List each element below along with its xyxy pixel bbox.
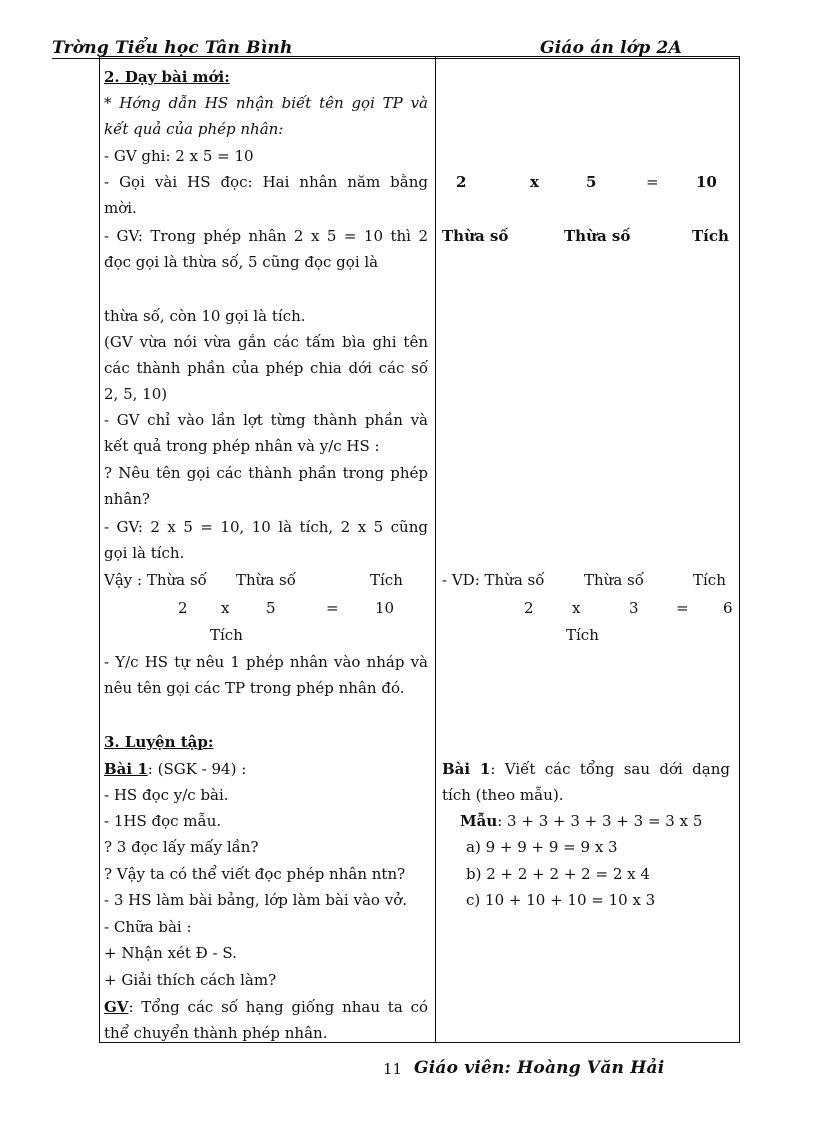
text-line: + Nhận xét Đ - S. — [104, 944, 237, 962]
school-header: Trờng Tiểu học Tân Bình — [52, 38, 293, 58]
board-component-names — [442, 223, 730, 249]
product-name: Tích — [370, 571, 403, 589]
text-line: nêu tên gọi các TP trong phép nhân đó. — [104, 679, 405, 697]
text-line: gọi là tích. — [104, 544, 185, 562]
eq-term: 5 — [266, 599, 276, 617]
eq-term: 10 — [375, 599, 395, 617]
text-line: - GV: 2 x 5 = 10, 10 là tích, 2 x 5 cũng — [104, 518, 428, 536]
gv-note — [104, 994, 428, 1020]
answer-a: a) 9 + 9 + 9 = 9 x 3 — [466, 838, 618, 856]
eq-term: 2 — [524, 599, 534, 617]
exercise-1-task — [442, 756, 730, 782]
factor-name: - VD: Thừa số — [442, 571, 545, 589]
factor-name: Vậy : Thừa số — [104, 571, 207, 589]
eq-term: 2 — [456, 173, 467, 191]
product-name: Tích — [692, 227, 729, 245]
section-3-title: 3. Luyện tập: — [104, 733, 214, 751]
text-line: - 1HS đọc mẫu. — [104, 812, 222, 830]
text-line: kết quả của phép nhân: — [104, 120, 284, 138]
text-line: - GV ghi: 2 x 5 = 10 — [104, 147, 254, 165]
text-line: 2, 5, 10) — [104, 385, 168, 403]
column-divider — [435, 56, 436, 1043]
eq-term: 6 — [723, 599, 733, 617]
text-line: * Hớng dẫn HS nhận biết tên gọi TP và — [104, 94, 428, 112]
text-line: đọc gọi là thừa số, 5 cũng đọc gọi là — [104, 253, 379, 271]
text-line: - GV chỉ vào lần lợt từng thành phần và — [104, 411, 428, 429]
product-name: Tích — [693, 571, 726, 589]
text-line: - Gọi vài HS đọc: Hai nhân năm bằng — [104, 173, 428, 191]
text-line: thể chuyển thành phép nhân. — [104, 1024, 328, 1042]
factor-name: Thừa số — [564, 227, 631, 245]
eq-operator: x — [221, 599, 230, 617]
text-line: ? Nêu tên gọi các thành phần trong phép — [104, 464, 428, 482]
example-equation-row — [442, 595, 733, 621]
factor-name: Thừa số — [236, 571, 296, 589]
text-line: + Giải thích cách làm? — [104, 971, 277, 989]
vay-names-row — [104, 567, 428, 593]
text-line: các thành phần của phép chia dới các số — [104, 359, 428, 377]
factor-name: Thừa số — [584, 571, 644, 589]
eq-operator: = — [326, 599, 339, 617]
text-line: - GV: Trong phép nhân 2 x 5 = 10 thì 2 — [104, 227, 428, 245]
exercise-label: Bài 1 — [442, 760, 491, 778]
text-line: - 3 HS làm bài bảng, lớp làm bài vào vở. — [104, 891, 407, 909]
text-line: (GV vừa nói vừa gắn các tấm bìa ghi tên — [104, 333, 428, 351]
factor-name: Thừa số — [442, 227, 509, 245]
eq-operator: = — [676, 599, 689, 617]
answer-b: b) 2 + 2 + 2 + 2 = 2 x 4 — [466, 865, 650, 883]
answer-c: c) 10 + 10 + 10 = 10 x 3 — [466, 891, 656, 909]
text-line: - HS đọc y/c bài. — [104, 786, 229, 804]
exercise-1-heading — [104, 756, 428, 782]
eq-term: 3 — [629, 599, 639, 617]
eq-operator: = — [646, 173, 659, 191]
lesson-plan-title: Giáo án lớp 2A — [540, 38, 682, 58]
text-line: - Chữa bài : — [104, 918, 192, 936]
example-product-label: Tích — [566, 626, 599, 644]
sample-line — [442, 808, 730, 834]
text-line: nhân? — [104, 490, 150, 508]
exercise-instruction: : Viết các tổng sau dới dạng — [490, 760, 730, 778]
text-line: thừa số, còn 10 gọi là tích. — [104, 307, 306, 325]
teacher-signature: Giáo viên: Hoàng Văn Hải — [414, 1058, 665, 1078]
gv-label: GV — [104, 998, 129, 1016]
vay-product-label: Tích — [210, 626, 243, 644]
sample-expression: : 3 + 3 + 3 + 3 + 3 = 3 x 5 — [497, 812, 703, 830]
board-equation — [442, 169, 730, 195]
eq-term: 2 — [178, 599, 188, 617]
page-number: 11 — [383, 1060, 403, 1078]
text-line: tích (theo mẫu). — [442, 786, 564, 804]
section-2-title: 2. Dạy bài mới: — [104, 68, 230, 86]
gv-note-text: : Tổng các số hạng giống nhau ta có — [128, 998, 428, 1016]
exercise-label: Bài 1 — [104, 760, 148, 778]
eq-operator: x — [572, 599, 581, 617]
text-line: ? Vậy ta có thể viết đọc phép nhân ntn? — [104, 865, 406, 883]
text-line: - Y/c HS tự nêu 1 phép nhân vào nháp và — [104, 653, 428, 671]
eq-term: 5 — [586, 173, 597, 191]
sample-label: Mẫu — [460, 812, 498, 830]
eq-operator: x — [530, 173, 539, 191]
text-line: ? 3 đọc lấy mấy lần? — [104, 838, 259, 856]
text-line: kết quả trong phép nhân và y/c HS : — [104, 437, 380, 455]
text-line: mời. — [104, 199, 137, 217]
example-names-row — [442, 567, 730, 593]
vay-equation-row — [104, 595, 428, 621]
exercise-ref: : (SGK - 94) : — [147, 760, 247, 778]
eq-term: 10 — [696, 173, 717, 191]
